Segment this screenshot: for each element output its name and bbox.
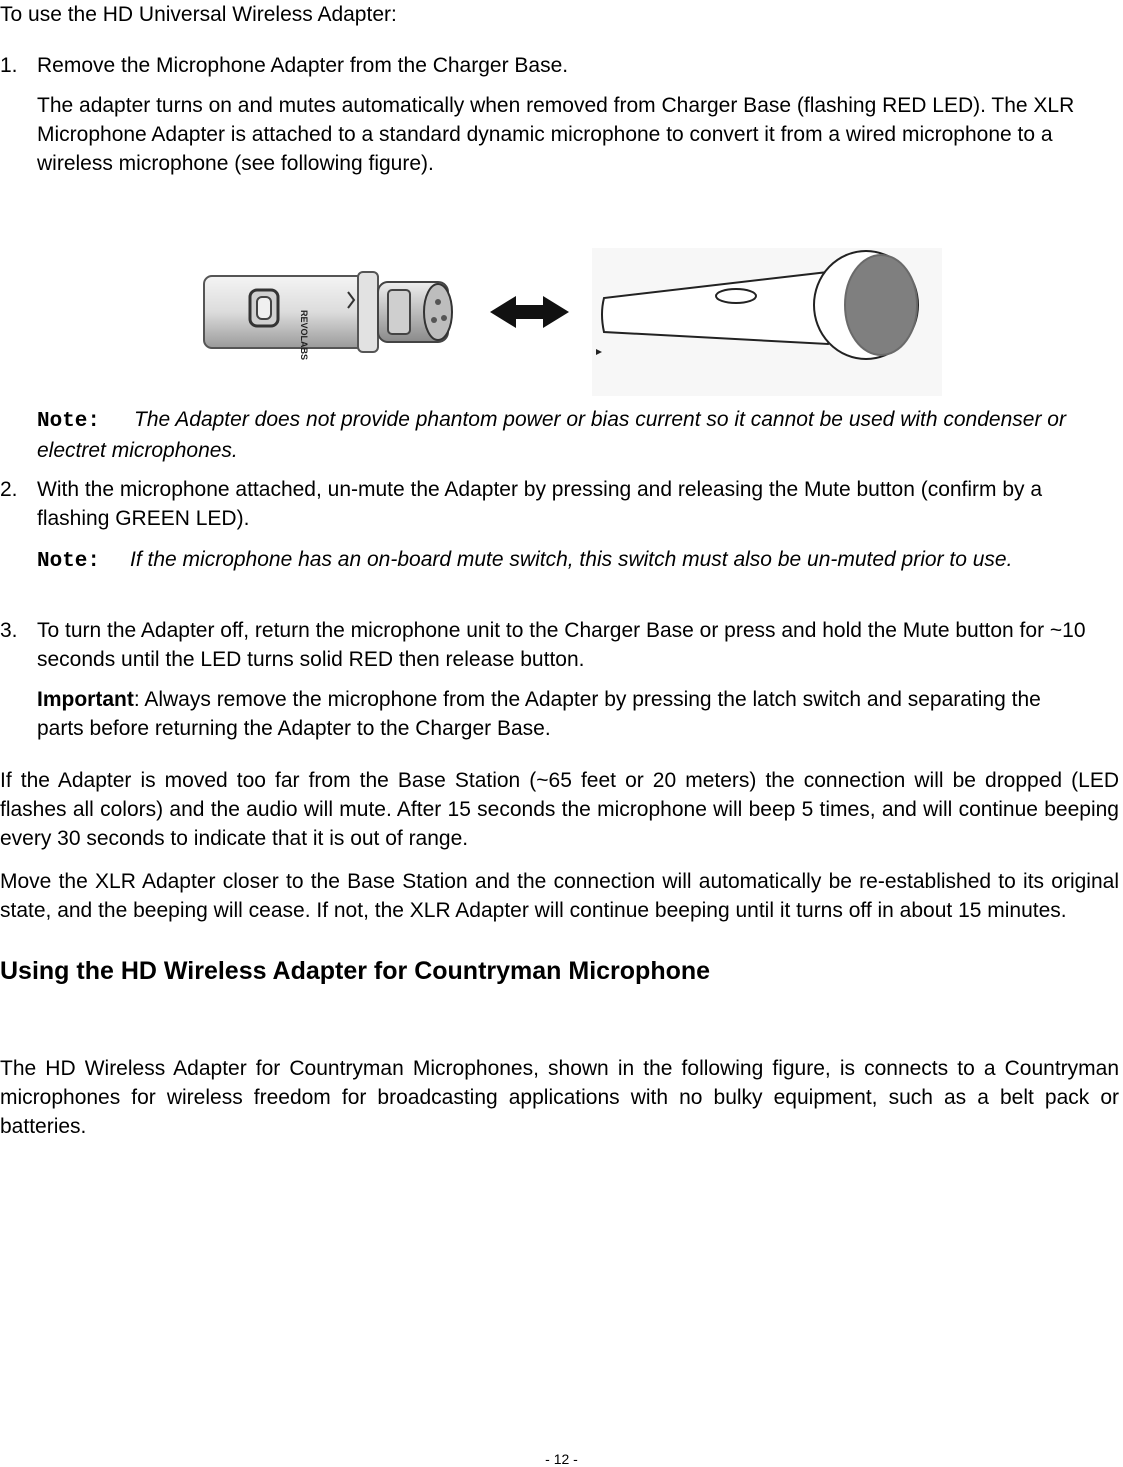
note-1 — [37, 405, 1117, 465]
note-2-text: If the microphone has an on-board mute switch, this switch must also be un-muted prior to use. — [130, 548, 1013, 571]
figure-illustration — [198, 248, 943, 396]
important-text: : Always remove the microphone from the Adapter by pressing the latch switch and separating the parts before returning the Adapter to the Charger Base. — [37, 688, 1041, 740]
note-2 — [37, 545, 1122, 576]
note-1-text: The Adapter does not provide phantom power or bias current so it cannot be used with condenser or electret microphones. — [37, 408, 1066, 462]
adapter-brand-label: REVOLABS — [299, 310, 309, 361]
range-paragraph: If the Adapter is moved too far from the Base Station (~65 feet or 20 meters) the connection will be dropped (LED flashes all colors) and the audio will mute. After 15 seconds the microphone will beep 5 times, and will continue beeping every 30 seconds to indicate that it is out of range. — [0, 769, 1119, 850]
move-paragraph: Move the XLR Adapter closer to the Base Station and the connection will automatically be re-established to its original state, and the beeping will cease. If not, the XLR Adapter will continue beeping until it turns off in about 15 minutes. — [0, 870, 1119, 922]
step-1-detail: The adapter turns on and mutes automatically when removed from Charger Base (flashing RED LED). The XLR Microphone Adapter is attached to a standard dynamic microphone to convert it from a wired microphone to a wireless microphone (see following figure). — [37, 94, 1075, 175]
page-number: - 12 - — [545, 1451, 578, 1467]
section-heading: Using the HD Wireless Adapter for Countryman Microphone — [0, 957, 711, 985]
important-label: Important — [37, 688, 134, 711]
step-1-number: 1. — [0, 54, 18, 77]
important-note — [37, 685, 1082, 743]
note-2-label: Note: — [37, 550, 101, 573]
countryman-paragraph: The HD Wireless Adapter for Countryman Microphones, shown in the following figure, is connects to a Countryman microphones for wireless freedom for broadcasting applications with no bulky equipment, such as a belt pack or batteries. — [0, 1057, 1119, 1138]
intro-text: To use the HD Universal Wireless Adapter: — [0, 3, 397, 26]
xlr-adapter-image — [204, 272, 452, 360]
step-2-text: With the microphone attached, un-mute the Adapter by pressing and releasing the Mute button (confirm by a flashing GREEN LED). — [37, 478, 1043, 530]
connect-arrow-icon — [490, 296, 569, 328]
step-3-number: 3. — [0, 619, 18, 642]
dynamic-microphone-image — [592, 248, 942, 396]
step-2-number: 2. — [0, 478, 18, 501]
step-1-text: Remove the Microphone Adapter from the Charger Base. — [37, 54, 569, 77]
step-3-text: To turn the Adapter off, return the microphone unit to the Charger Base or press and hold the Mute button for ~10 seconds until the LED turns solid RED then release button. — [37, 619, 1086, 671]
adapter-microphone-figure — [198, 248, 943, 396]
note-1-label: Note: — [37, 410, 101, 433]
